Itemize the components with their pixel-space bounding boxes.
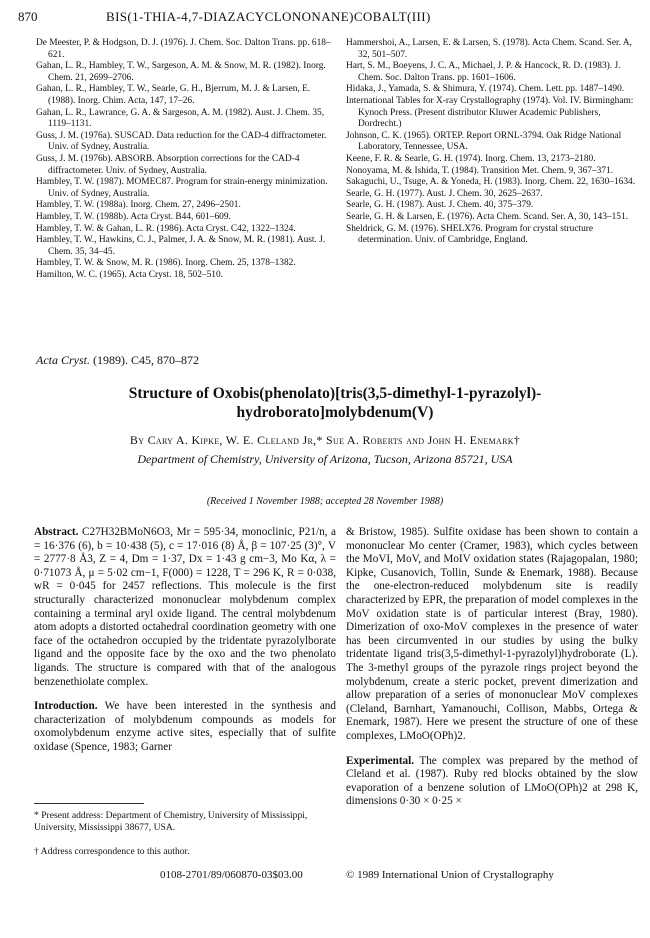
introduction-continued: & Bristow, 1985). Sulfite oxidase has been shown to contain a mononuclear Mo center (Cramer, 1983), which cycles between the MoVI, MoV, and MoIV oxidation states (Rajagopalan, 1980; Kipke, Cusanovich, Tollin, Sunde & Enemark, 1988). Because the one-electron-reduced molybdenum site is readily characterized by EPR, the preparation of model complexes in the MoV oxidation state is of particular interest (Bray, 1980). Dimerization of oxo-MoV complexes in the presence of water has been circumvented in our studies by using the bulky tridentate ligand tris(3,5-dimethyl-1-pyrazolyl)hydroborate (L). The 3-methyl groups of the pyrazole rings project beyond the molybdenum, create a steric pocket, prevent dimerization and allow preparation of a series of mononuclear MoV complexes (Cleland, Barnhart, Yamanouchi, Collison, Mabbs, Ortega & Enemark, 1987). Here we present the structure of one of these complexes, LMoO(OPh)2. bbox=[346, 526, 638, 742]
reference-item: Gahan, L. R., Hambley, T. W., Sargeson, A. M. & Snow, M. R. (1982). Inorg. Chem. 21, 2699–2706. bbox=[36, 61, 326, 83]
reference-item: Hamilton, W. C. (1965). Acta Cryst. 18, 502–510. bbox=[36, 269, 223, 280]
reference-item: De Meester, P. & Hodgson, D. J. (1976). J. Chem. Soc. Dalton Trans. pp. 618–621. bbox=[36, 38, 331, 60]
abstract-heading: Abstract. bbox=[34, 526, 79, 538]
reference-item: Guss, J. M. (1976a). SUSCAD. Data reduction for the CAD-4 diffractometer. Univ. of Sydney, Australia. bbox=[36, 130, 327, 153]
reference-item: Guss, J. M. (1976b). ABSORB. Absorption corrections for the CAD-4 diffractometer. Univ. of Sydney, Australia. bbox=[36, 153, 300, 176]
reference-item: Hambley, T. W. (1987). MOMEC87. Program for strain-energy minimization. Univ. of Sydney, Australia. bbox=[36, 177, 328, 199]
reference-item: Johnson, C. K. (1965). ORTEP. Report ORNL-3794. Oak Ridge National Laboratory, Tennessee, USA. bbox=[346, 130, 622, 153]
experimental-text: The complex was prepared by the method of Cleland et al. (1987). Ruby red blocks obtained by the slow evaporation of a benzene solution of LMoO(OPh)2 at 298 K, dimensions 0·30 × 0·25 × bbox=[346, 754, 638, 808]
affiliation: Department of Chemistry, University of Arizona, Tucson, Arizona 85721, USA bbox=[137, 452, 513, 466]
reference-item: Hambley, T. W. (1988b). Acta Cryst. B44, 601–609. bbox=[36, 211, 231, 222]
references-right-column bbox=[346, 38, 638, 247]
body-left-column bbox=[34, 526, 336, 766]
reference-item: Hart, S. M., Boeyens, J. C. A., Michael, J. P. & Hancock, R. D. (1983). J. Chem. Soc. Dalton Trans. pp. 1601–1606. bbox=[346, 61, 621, 83]
footnote: * Present address: Department of Chemistry, University of Mississippi, University, Mississippi 38677, USA. bbox=[34, 810, 308, 833]
reference-item: Sheldrick, G. M. (1976). SHELX76. Program for crystal structure determination. Univ. of Cambridge, England. bbox=[346, 223, 594, 246]
copyright: © 1989 International Union of Crystallography bbox=[346, 869, 554, 881]
introduction-paragraph bbox=[34, 700, 336, 754]
reference-item: Sakaguchi, U., Tsuge, A. & Yoneda, H. (1983). Inorg. Chem. 22, 1630–1634. bbox=[346, 177, 636, 188]
article-title-line: Structure of Oxobis(phenolato)[tris(3,5-dimethyl-1-pyrazolyl)- bbox=[128, 385, 542, 402]
body-right-column bbox=[346, 526, 638, 820]
page-number: 870 bbox=[18, 9, 38, 24]
reference-item: Hambley, T. W. & Snow, M. R. (1986). Inorg. Chem. 25, 1378–1382. bbox=[36, 258, 296, 269]
reference-item: Hambley, T. W. (1988a). Inorg. Chem. 27, 2496–2501. bbox=[36, 200, 241, 211]
reference-item: Hambley, T. W. & Gahan, L. R. (1986). Acta Cryst. C42, 1322–1324. bbox=[36, 223, 296, 234]
reference-item: Hammershoi, A., Larsen, E. & Larsen, S. (1978). Acta Chem. Scand. Ser. A, 32, 501–507. bbox=[346, 38, 632, 60]
reference-item: International Tables for X-ray Crystallography (1974). Vol. IV. Birmingham: Kynoch Press. (Present distributor Kluwer Academic Publishers, Dordrecht.) bbox=[346, 95, 634, 130]
journal-name: Acta Cryst. bbox=[36, 353, 90, 367]
reference-item: Gahan, L. R., Lawrance, G. A. & Sargeson, A. M. (1982). Aust. J. Chem. 35, 1119–1131. bbox=[36, 107, 325, 130]
reference-item: Hambley, T. W., Hawkins, C. J., Palmer, J. A. & Snow, M. R. (1981). Aust. J. Chem. 35, 34–45. bbox=[36, 235, 326, 257]
journal-volume-pages: (1989). C45, 870–872 bbox=[93, 353, 199, 367]
experimental-paragraph bbox=[346, 755, 638, 809]
abstract-text: C27H32BMoN6O3, Mr = 595·34, monoclinic, P21/n, a = 16·376 (6), b = 10·438 (5), c = 17·016 (8) Å, β = 107·25 (3)°, V = 2777·8 Å3, Z = 4, Dm = 1·37, Dx = 1·43 g cm−3, Mo Kα, λ = 0·71073 Å, μ = 5·02 cm−1, F(000) = 1228, T = 296 K, R = 0·038, wR = 0·045 for 2457 reflections. This molecule is the first structurally characterized mononuclear molybdenum complex containing a terminal aryl oxide ligand. The central molybdenum atom adopts a distorted octahedral coordination geometry with one face of the octahedron occupied by the tridentate pyrazolylborate ligand and the opposite face by the oxo and the two phenolato ligands. The structure is compared with that of the analogous benzenethiolate complex. bbox=[34, 526, 336, 688]
reference-item: Hidaka, J., Yamada, S. & Shimura, Y. (1974). Chem. Lett. pp. 1487–1490. bbox=[346, 84, 625, 95]
article-title bbox=[60, 384, 610, 422]
footnote-divider bbox=[34, 803, 144, 804]
footnote: † Address correspondence to this author. bbox=[34, 846, 190, 857]
running-header bbox=[18, 9, 632, 27]
introduction-text: We have been interested in the synthesis and characterization of molybdenum compounds as models for oxomolybdenum enzyme active sites, especially that of sulfite oxidase (Spence, 1983; Garner bbox=[34, 700, 336, 753]
received-dates: (Received 1 November 1988; accepted 28 November 1988) bbox=[206, 496, 444, 507]
experimental-heading: Experimental. bbox=[346, 754, 415, 767]
authors: By Cary A. Kipke, W. E. Cleland Jr,* Sue A. Roberts and John H. Enemark† bbox=[129, 433, 521, 447]
reference-item: Nonoyama, M. & Ishida, T. (1984). Transition Met. Chem. 9, 367–371. bbox=[346, 165, 614, 176]
issn-code: 0108-2701/89/060870-03$03.00 bbox=[160, 869, 303, 881]
reference-item: Searle, G. H. (1987). Aust. J. Chem. 40, 375–379. bbox=[346, 200, 534, 211]
reference-item: Keene, F. R. & Searle, G. H. (1974). Inorg. Chem. 13, 2173–2180. bbox=[346, 153, 596, 164]
reference-item: Gahan, L. R., Hambley, T. W., Searle, G. H., Bjerrum, M. J. & Larsen, E. (1988). Inorg. Chim. Acta, 147, 17–26. bbox=[36, 84, 311, 106]
references-left-column bbox=[36, 38, 336, 281]
abstract-paragraph bbox=[34, 526, 336, 689]
running-title: BIS(1-THIA-4,7-DIAZACYCLONONANE)COBALT(III) bbox=[106, 9, 431, 24]
reference-item: Searle, G. H. (1977). Aust. J. Chem. 30, 2625–2637. bbox=[346, 188, 543, 199]
article-title-line: hydroborato]molybdenum(V) bbox=[236, 404, 434, 421]
journal-citation bbox=[36, 353, 199, 368]
introduction-heading: Introduction. bbox=[34, 700, 98, 713]
reference-item: Searle, G. H. & Larsen, E. (1976). Acta Chem. Scand. Ser. A, 30, 143–151. bbox=[346, 211, 628, 222]
